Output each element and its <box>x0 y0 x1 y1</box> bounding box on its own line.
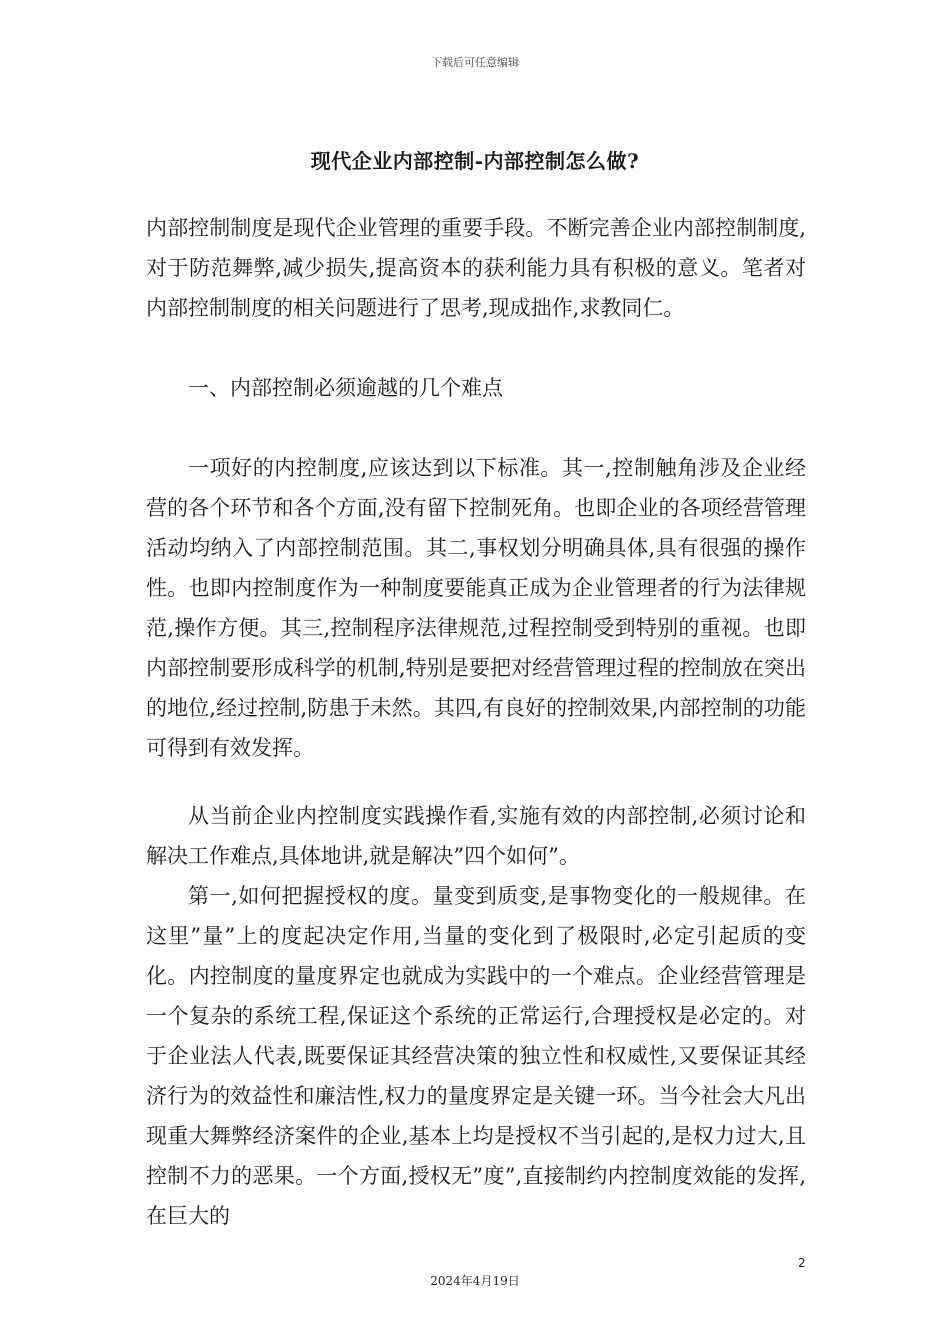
authorization-paragraph: 第一,如何把握授权的度。量变到质变,是事物变化的一般规律。在这里”量”上的度起决定作用,当量的变化到了极限时,必定引起质的变化。内控制度的量度界定也就成为实践中的一个难点。企业经营管理是一个复杂的系统工程,保证这个系统的正常运行,合理授权是必定的。对于企业法人代表,既要保证其经营决策的独立性和权威性,又要保证其经济行为的效益性和廉洁性,权力的量度界定是关键一环。当今社会大凡出现重大舞弊经济案件的企业,基本上均是授权不当引起的,是权力过大,且控制不力的恶果。一个方面,授权无”度”,直接制约内控制度效能的发挥,在巨大的 <box>146 884 806 1228</box>
document-title: 现代企业内部控制-内部控制怎么做? <box>310 149 640 173</box>
practice-paragraph: 从当前企业内控制度实践操作看,实施有效的内部控制,必须讨论和解决工作难点,具体地讲,就是解决”四个如何”。 <box>146 804 806 868</box>
document-body <box>146 208 806 1236</box>
paragraph-spacer <box>146 328 806 368</box>
page-header-note: 下载后可任意编辑 <box>431 56 519 69</box>
intro-paragraph: 内部控制制度是现代企业管理的重要手段。不断完善企业内部控制制度,对于防范舞弊,减少损失,提高资本的获利能力具有积极的意义。笔者对内部控制制度的相关问题进行了思考,现成拙作,求教同仁。 <box>146 216 806 320</box>
section-heading: 一、内部控制必须逾越的几个难点 <box>188 376 503 400</box>
paragraph-spacer <box>146 408 806 448</box>
standards-paragraph: 一项好的内控制度,应该达到以下标准。其一,控制触角涉及企业经营的各个环节和各个方面,没有留下控制死角。也即企业的各项经营管理活动均纳入了内部控制范围。其二,事权划分明确具体,具有很强的操作性。也即内控制度作为一种制度要能真正成为企业管理者的行为法律规范,操作方便。其三,控制程序法律规范,过程控制受到特别的重视。也即内部控制要形成科学的机制,特别是要把对经营管理过程的控制放在突出的地位,经过控制,防患于未然。其四,有良好的控制效果,内部控制的功能可得到有效发挥。 <box>146 456 806 760</box>
paragraph-spacer <box>146 768 806 796</box>
page-number: 2 <box>798 1256 806 1270</box>
footer-date: 2024年4月19日 <box>430 1274 520 1288</box>
